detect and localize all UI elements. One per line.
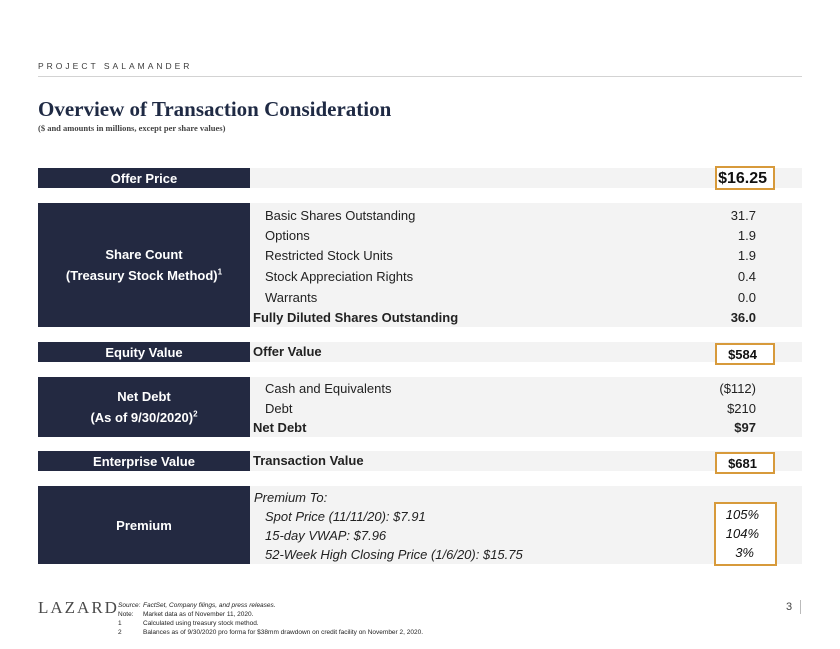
page-subtitle: ($ and amounts in millions, except per share values) <box>38 123 226 133</box>
table-row-total: Net Debt $97 <box>253 420 756 435</box>
offer-price-label: Offer Price <box>38 168 250 188</box>
premium-value-52wk: 3% <box>735 545 754 560</box>
table-row: Stock Appreciation Rights 0.4 <box>265 269 756 284</box>
header-divider <box>38 76 802 77</box>
page-number: 3 <box>786 601 793 613</box>
table-row: Debt $210 <box>265 401 756 416</box>
share-count-label: Share Count (Treasury Stock Method)$^1$ <box>38 203 250 327</box>
table-row: Spot Price (11/11/20): $7.91 <box>265 509 426 524</box>
premium-heading: Premium To: <box>254 490 328 505</box>
lazard-logo: LAZARD <box>38 598 119 617</box>
premium-value-vwap: 104% <box>725 526 759 541</box>
transaction-value-highlight <box>715 452 775 474</box>
table-row: Cash and Equivalents ($112) <box>265 381 756 396</box>
equity-value-label: Equity Value <box>38 342 250 362</box>
table-row: Warrants 0.0 <box>265 290 756 305</box>
offer-price-value: $16.25 <box>718 170 767 187</box>
offer-value-amount: $584 <box>728 347 757 362</box>
net-debt-label: Net Debt (As of 9/30/2020)$^2$ <box>38 377 250 437</box>
footnote: 1 Calculated using treasury stock method. <box>118 620 259 627</box>
enterprise-value-label: Enterprise Value <box>38 451 250 471</box>
footnote: Source: FactSet, Company filings, and press releases. <box>118 602 276 609</box>
table-row-total: Transaction Value <box>253 453 364 468</box>
footnote: 2 Balances as of 9/30/2020 pro forma for $38mm drawdown on credit facility on November 2, 2020. <box>118 629 424 636</box>
premium-value-spot: 105% <box>725 507 759 522</box>
page-number-divider <box>800 600 801 614</box>
net-debt-panel <box>250 377 802 437</box>
table-row: 15-day VWAP: $7.96 <box>265 528 387 543</box>
table-row: Basic Shares Outstanding 31.7 <box>265 208 756 223</box>
premium-highlight <box>714 502 777 566</box>
footnote: Note: Market data as of November 11, 2020. <box>118 611 254 618</box>
footnotes <box>118 601 423 637</box>
offer-price-highlight <box>715 166 775 190</box>
project-name: PROJECT SALAMANDER <box>38 61 193 71</box>
offer-value-highlight <box>715 343 775 365</box>
table-row: 52-Week High Closing Price (1/6/20): $15.75 <box>265 547 523 562</box>
page-title: Overview of Transaction Consideration <box>38 97 392 121</box>
table-row-total: Fully Diluted Shares Outstanding 36.0 <box>253 310 756 325</box>
table-row: Options 1.9 <box>265 228 756 243</box>
table-row: Restricted Stock Units 1.9 <box>265 248 756 263</box>
table-row-total: Offer Value <box>253 344 322 359</box>
premium-label: Premium <box>38 486 250 564</box>
transaction-value-amount: $681 <box>728 456 757 471</box>
share-count-panel <box>250 203 802 327</box>
